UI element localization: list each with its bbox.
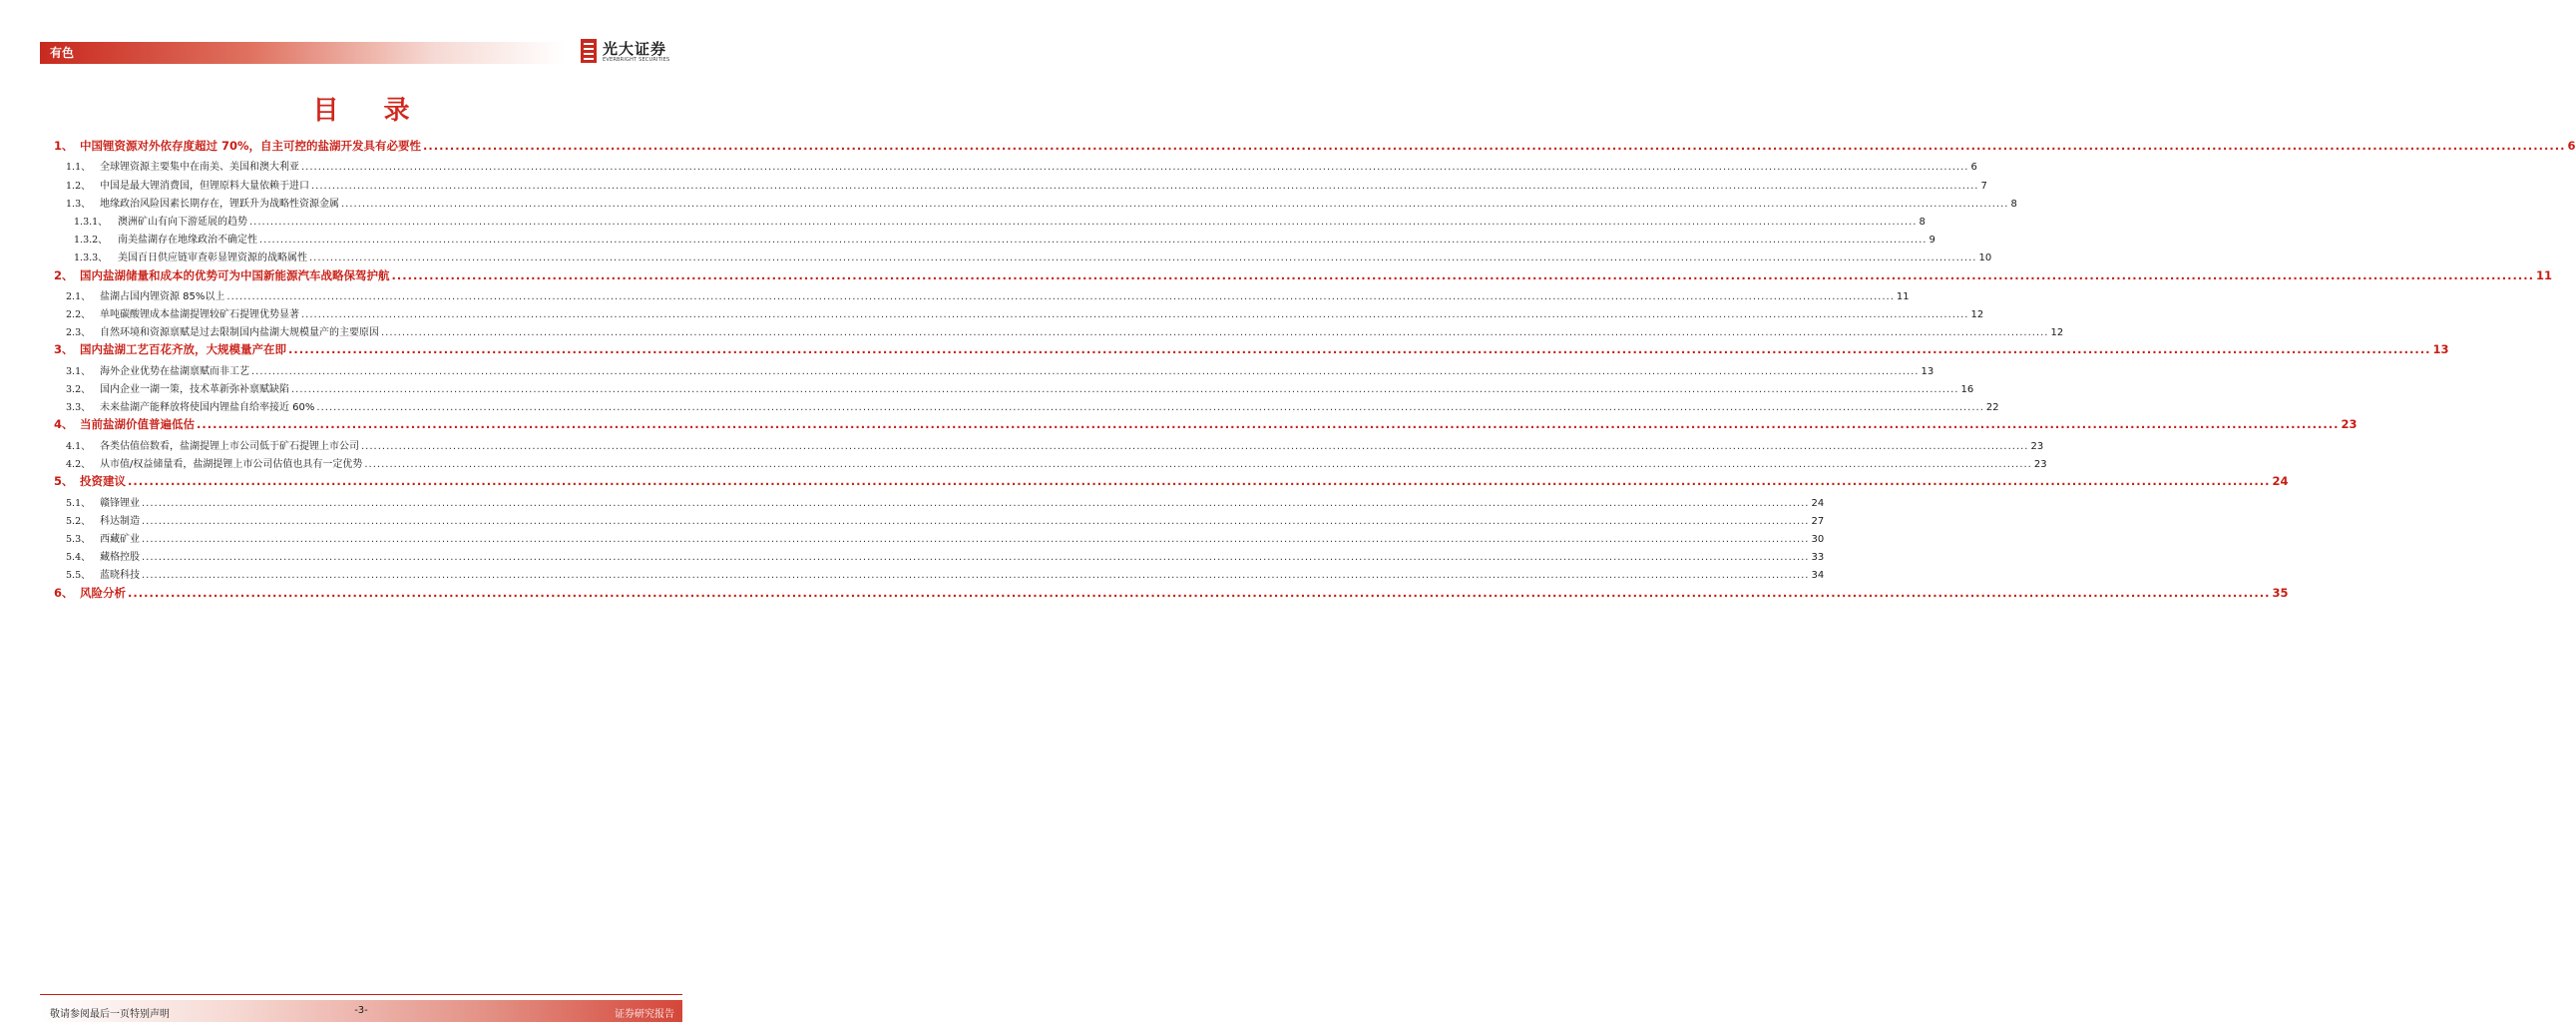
toc-entry-page: 33 xyxy=(1811,552,1825,564)
toc-entry-page: 16 xyxy=(1960,384,1974,396)
toc-entry-title: 单吨碳酸锂成本盐湖提锂较矿石提锂优势显著 xyxy=(100,309,299,321)
toc-entry-page: 6 xyxy=(2567,139,2576,153)
toc-entry-title: 地缘政治风险因素长期存在，锂跃升为战略性资源金属 xyxy=(100,198,339,210)
toc-entry-page: 10 xyxy=(1978,253,1992,264)
toc-entry-number: 5.5、 xyxy=(66,570,91,582)
toc-entry-page: 23 xyxy=(2341,417,2358,432)
toc-entry-number: 3.3、 xyxy=(66,402,91,414)
toc-entry-page: 23 xyxy=(2030,440,2044,452)
toc-entry-number: 2.3、 xyxy=(66,327,91,339)
toc-entry-page: 23 xyxy=(2033,459,2047,470)
toc-entry[interactable] xyxy=(54,287,1910,305)
toc-entry[interactable] xyxy=(54,437,2044,455)
toc-entry-page: 12 xyxy=(1970,309,1984,321)
toc-entry-title: 蓝晓科技 xyxy=(100,570,140,582)
toc-entry[interactable] xyxy=(54,455,2047,473)
footer-rule xyxy=(40,994,682,995)
footer-report-type: 证券研究报告 xyxy=(615,1009,674,1020)
toc-entry[interactable] xyxy=(54,249,1992,266)
logo-subtext: EVERBRIGHT SECURITIES xyxy=(603,57,670,63)
toc-leader-dots: ................................................................................................................................................................................................................................................................................................................................................................................................................ xyxy=(251,365,1920,377)
toc-title: 目 录 xyxy=(312,96,428,126)
toc-entry[interactable] xyxy=(54,213,1926,231)
logo-text: 光大证券 xyxy=(603,40,667,58)
toc-entry[interactable] xyxy=(54,231,1935,249)
toc-entry-number: 3.1、 xyxy=(66,365,91,377)
toc-entry-number: 4.1、 xyxy=(66,440,91,452)
toc-leader-dots: ................................................................................................................................................................................................................................................................................................................................................................................................................ xyxy=(249,216,1918,228)
toc-leader-dots: ................................................................................................................................................................................................................................................................................................................................................................................................................ xyxy=(381,327,2049,339)
toc-entry-number: 1.3.3、 xyxy=(74,253,108,264)
toc-entry-title: 自然环境和资源禀赋是过去限制国内盐湖大规模量产的主要原因 xyxy=(100,327,379,339)
toc-entry-title: 南美盐湖存在地缘政治不确定性 xyxy=(118,235,257,247)
toc-entry-number: 1.3、 xyxy=(66,198,91,210)
toc-entry-number: 5.2、 xyxy=(66,515,91,527)
toc-entry-title: 中国是最大锂消费国，但锂原料大量依赖于进口 xyxy=(100,180,309,192)
toc-leader-dots: ................................................................................................................................................................................................................................................................................................................................................................................................................ xyxy=(311,180,1979,192)
toc-leader-dots: ................................................................................................................................................................................................................................................................................................................................................................................................................ xyxy=(142,533,1810,545)
toc-entry-number: 4、 xyxy=(54,417,74,432)
toc-entry-number: 1.2、 xyxy=(66,180,91,192)
toc-entry-title: 藏格控股 xyxy=(100,552,140,564)
toc-entry-number: 5.3、 xyxy=(66,533,91,545)
toc-entry-number: 1.3.1、 xyxy=(74,216,108,228)
sector-tag: 有色 xyxy=(50,46,75,60)
toc-entry-page: 9 xyxy=(1929,235,1935,247)
toc-entry[interactable] xyxy=(54,512,1825,530)
toc-entry-title: 国内盐湖储量和成本的优势可为中国新能源汽车战略保驾护航 xyxy=(80,267,390,282)
toc-entry-number: 2.2、 xyxy=(66,309,91,321)
toc-entry-page: 24 xyxy=(2272,474,2289,489)
toc-entry-page: 22 xyxy=(1985,402,1999,414)
toc-entry[interactable] xyxy=(54,548,1825,566)
toc-entry-page: 7 xyxy=(1980,180,1987,192)
toc-leader-dots: ................................................................................................................................................................................................................................................................................................................................................................................................................ xyxy=(226,290,1895,302)
toc-entry-page: 27 xyxy=(1811,515,1825,527)
toc-entry-number: 2.1、 xyxy=(66,290,91,302)
toc-leader-dots: ................................................................................................................................................................................................................................................................................................................................................................................................................ xyxy=(391,267,2534,282)
toc-leader-dots: ................................................................................................................................................................................................................................................................................................................................................................................................................ xyxy=(364,459,2032,470)
toc-leader-dots: ................................................................................................................................................................................................................................................................................................................................................................................................................ xyxy=(291,384,1959,396)
page-number: -3- xyxy=(354,1005,368,1016)
toc-entry-title: 从市值/权益储量看，盐湖提锂上市公司估值也具有一定优势 xyxy=(100,459,363,470)
toc-entry-title: 科达制造 xyxy=(100,515,140,527)
toc-leader-dots: ................................................................................................................................................................................................................................................................................................................................................................................................................ xyxy=(142,497,1810,509)
toc-entry-number: 2、 xyxy=(54,267,74,282)
toc-leader-dots: ................................................................................................................................................................................................................................................................................................................................................................................................................ xyxy=(316,402,1984,414)
toc-entry[interactable] xyxy=(54,473,2289,493)
toc-entry-page: 6 xyxy=(1970,162,1977,174)
brand-logo xyxy=(581,38,690,66)
toc-entry-title: 海外企业优势在盐湖禀赋而非工艺 xyxy=(100,365,249,377)
toc-leader-dots: ................................................................................................................................................................................................................................................................................................................................................................................................................ xyxy=(301,309,1969,321)
toc-entry-page: 30 xyxy=(1811,533,1825,545)
toc-leader-dots: ................................................................................................................................................................................................................................................................................................................................................................................................................ xyxy=(288,342,2431,357)
table-of-contents xyxy=(54,138,2576,605)
toc-entry-title: 盐湖占国内锂资源 85%以上 xyxy=(100,290,225,302)
toc-entry-title: 赣锋锂业 xyxy=(100,497,140,509)
toc-entry-page: 24 xyxy=(1811,497,1825,509)
toc-leader-dots: ................................................................................................................................................................................................................................................................................................................................................................................................................ xyxy=(197,417,2340,432)
toc-entry[interactable] xyxy=(54,177,1987,195)
toc-entry[interactable] xyxy=(54,305,1984,323)
toc-entry[interactable] xyxy=(54,530,1825,548)
toc-entry-page: 8 xyxy=(1919,216,1926,228)
toc-entry-page: 35 xyxy=(2272,585,2289,600)
toc-leader-dots: ................................................................................................................................................................................................................................................................................................................................................................................................................ xyxy=(142,515,1810,527)
toc-leader-dots: ................................................................................................................................................................................................................................................................................................................................................................................................................ xyxy=(301,162,1969,174)
toc-entry-number: 3、 xyxy=(54,342,74,357)
toc-entry-page: 13 xyxy=(2432,342,2449,357)
toc-entry-page: 12 xyxy=(2050,327,2064,339)
toc-entry-title: 当前盐湖价值普遍低估 xyxy=(80,417,195,432)
toc-entry[interactable] xyxy=(54,566,1825,584)
toc-entry-title: 国内盐湖工艺百花齐放，大规模量产在即 xyxy=(80,342,286,357)
toc-entry-number: 4.2、 xyxy=(66,459,91,470)
toc-entry-number: 5.1、 xyxy=(66,497,91,509)
toc-leader-dots: ................................................................................................................................................................................................................................................................................................................................................................................................................ xyxy=(361,440,2029,452)
toc-entry-title: 西藏矿业 xyxy=(100,533,140,545)
toc-leader-dots: ................................................................................................................................................................................................................................................................................................................................................................................................................ xyxy=(341,198,2009,210)
toc-entry-number: 5、 xyxy=(54,474,74,489)
toc-entry-title: 未来盐湖产能释放将使国内锂盐自给率接近 60% xyxy=(100,402,315,414)
toc-entry[interactable] xyxy=(54,195,2017,213)
toc-entry-number: 3.2、 xyxy=(66,384,91,396)
toc-entry[interactable] xyxy=(54,158,1977,176)
toc-entry-title: 美国百日供应链审查彰显锂资源的战略属性 xyxy=(118,253,307,264)
toc-entry-number: 1.1、 xyxy=(66,162,91,174)
toc-entry-title: 澳洲矿山有向下游延展的趋势 xyxy=(118,216,247,228)
toc-entry-number: 1.3.2、 xyxy=(74,235,108,247)
toc-entry-page: 11 xyxy=(2535,267,2552,282)
toc-entry[interactable] xyxy=(54,585,2289,605)
footer-disclaimer: 敬请参阅最后一页特别声明 xyxy=(50,1009,170,1020)
toc-entry-title: 投资建议 xyxy=(80,474,126,489)
toc-entry-title: 中国锂资源对外依存度超过 70%，自主可控的盐湖开发具有必要性 xyxy=(80,139,422,153)
toc-entry-title: 国内企业一湖一策，技术革新弥补禀赋缺陷 xyxy=(100,384,289,396)
toc-entry[interactable] xyxy=(54,267,2552,287)
toc-entry[interactable] xyxy=(54,341,2449,361)
toc-leader-dots: ................................................................................................................................................................................................................................................................................................................................................................................................................ xyxy=(128,474,2271,489)
toc-entry-number: 5.4、 xyxy=(66,552,91,564)
toc-entry-number: 1、 xyxy=(54,139,74,153)
toc-entry-page: 34 xyxy=(1811,570,1825,582)
toc-entry-title: 各类估值倍数看，盐湖提锂上市公司低于矿石提锂上市公司 xyxy=(100,440,359,452)
toc-entry[interactable] xyxy=(54,416,2358,436)
toc-entry[interactable] xyxy=(54,494,1825,512)
toc-entry-page: 8 xyxy=(2010,198,2017,210)
toc-leader-dots: ................................................................................................................................................................................................................................................................................................................................................................................................................ xyxy=(309,253,1977,264)
toc-entry-number: 6、 xyxy=(54,585,74,600)
toc-entry-page: 11 xyxy=(1896,290,1910,302)
logo-mark-icon xyxy=(581,39,597,63)
toc-entry[interactable] xyxy=(54,398,1999,416)
toc-leader-dots: ................................................................................................................................................................................................................................................................................................................................................................................................................ xyxy=(423,139,2566,153)
toc-leader-dots: ................................................................................................................................................................................................................................................................................................................................................................................................................ xyxy=(142,552,1810,564)
toc-leader-dots: ................................................................................................................................................................................................................................................................................................................................................................................................................ xyxy=(259,235,1928,247)
toc-leader-dots: ................................................................................................................................................................................................................................................................................................................................................................................................................ xyxy=(142,570,1810,582)
toc-entry[interactable] xyxy=(54,362,1934,380)
toc-leader-dots: ................................................................................................................................................................................................................................................................................................................................................................................................................ xyxy=(128,585,2271,600)
toc-entry[interactable] xyxy=(54,323,2064,341)
toc-entry[interactable] xyxy=(54,138,2576,158)
toc-entry-title: 风险分析 xyxy=(80,585,126,600)
toc-entry-page: 13 xyxy=(1921,365,1934,377)
toc-entry-title: 全球锂资源主要集中在南美、美国和澳大利亚 xyxy=(100,162,299,174)
header-band xyxy=(40,42,565,64)
toc-entry[interactable] xyxy=(54,380,1974,398)
